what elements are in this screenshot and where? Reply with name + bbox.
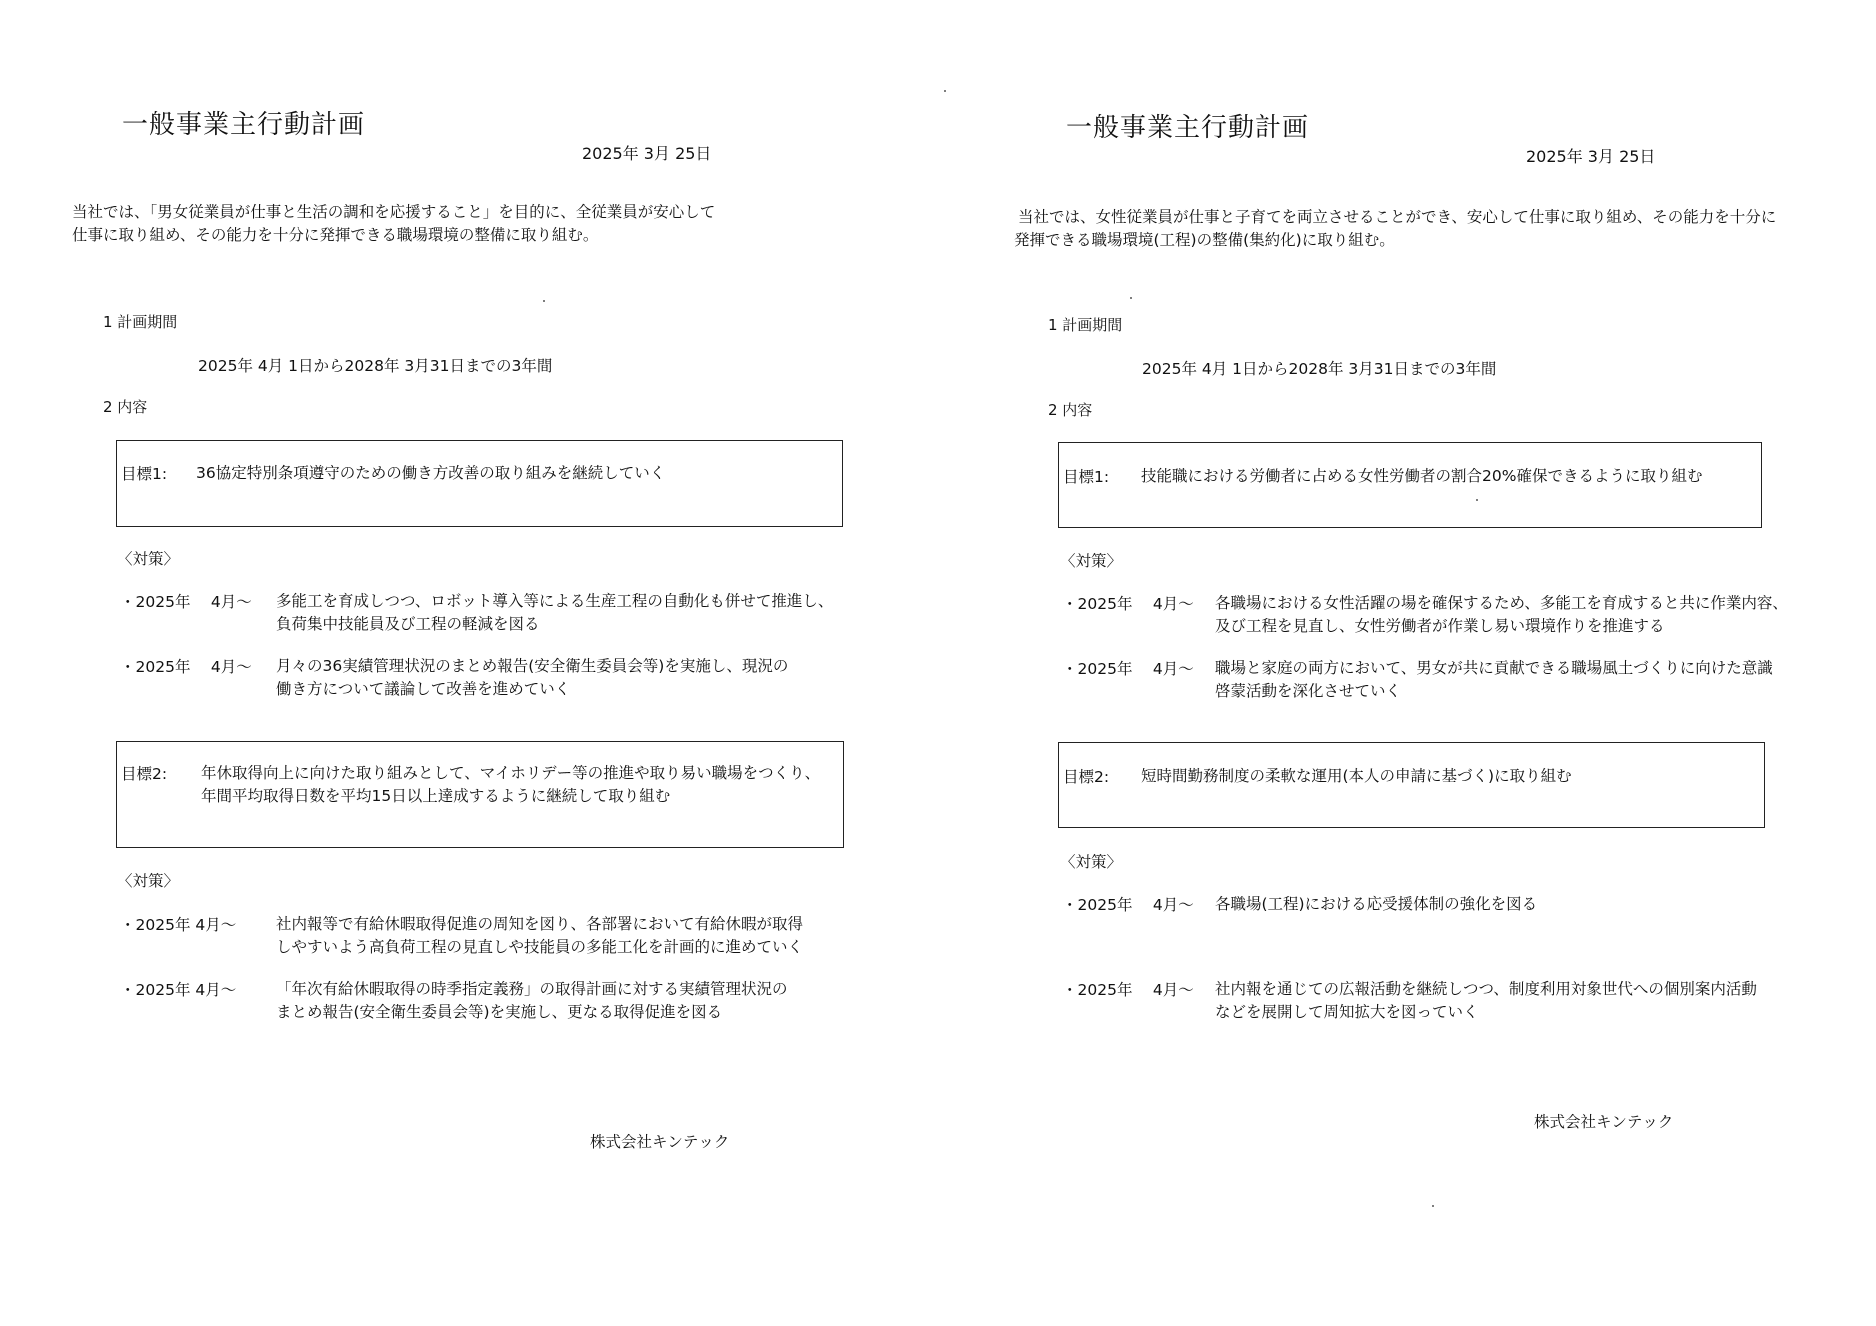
goal-1-label: 目標1:	[1063, 468, 1110, 486]
goal-1-text: 技能職における労働者に占める女性労働者の割合20%確保できるように取り組む	[1141, 467, 1703, 485]
section-plan-period: 1 計画期間	[103, 313, 178, 331]
intro-line-2: 発揮できる職場環境(工程)の整備(集約化)に取り組む。	[1014, 231, 1395, 249]
scan-speck	[1432, 1205, 1434, 1207]
measure-text-line: 社内報を通じての広報活動を継続しつつ、制度利用対象世代への個別案内活動	[1215, 980, 1757, 998]
measure-date: ・2025年 4月～	[1062, 595, 1194, 613]
goal-1-box	[116, 440, 843, 527]
measure-text-line: 負荷集中技能員及び工程の軽減を図る	[276, 615, 540, 633]
measure-text-line: 働き方について議論して改善を進めていく	[276, 680, 571, 698]
intro-line-2: 仕事に取り組め、その能力を十分に発揮できる職場環境の整備に取り組む。	[72, 226, 599, 244]
goal-1-label: 目標1:	[121, 465, 168, 483]
scan-speck	[944, 90, 946, 92]
goal-2-box	[116, 741, 844, 848]
plan-period: 2025年 4月 1日から2028年 3月31日までの3年間	[198, 357, 553, 375]
goal-2-text-line: 年間平均取得日数を平均15日以上達成するように継続して取り組む	[201, 787, 671, 805]
measure-date: ・2025年 4月～	[120, 658, 252, 676]
plan-date: 2025年 3月 25日	[582, 144, 712, 163]
document-page-right	[938, 0, 1876, 1326]
measure-date: ・2025年 4月～	[1062, 896, 1194, 914]
measures-heading-1: 〈対策〉	[1060, 552, 1123, 570]
measure-text-line: 啓蒙活動を深化させていく	[1215, 682, 1402, 700]
section-plan-period: 1 計画期間	[1048, 316, 1123, 334]
section-content: 2 内容	[103, 398, 148, 416]
measure-date: ・2025年 4月～	[120, 593, 252, 611]
section-content: 2 内容	[1048, 401, 1093, 419]
plan-period: 2025年 4月 1日から2028年 3月31日までの3年間	[1142, 360, 1497, 378]
page-title: 一般事業主行動計画	[122, 110, 366, 140]
measure-text-line: 各職場における女性活躍の場を確保するため、多能工を育成すると共に作業内容、	[1215, 594, 1788, 612]
goal-2-label: 目標2:	[1063, 768, 1110, 786]
measure-date: ・2025年 4月～	[1062, 660, 1194, 678]
plan-date: 2025年 3月 25日	[1526, 147, 1656, 166]
measure-text-line: 社内報等で有給休暇取得促進の周知を図り、各部署において有給休暇が取得	[276, 915, 804, 933]
measure-date: ・2025年 4月～	[120, 981, 237, 999]
page-title: 一般事業主行動計画	[1066, 113, 1310, 143]
company-name: 株式会社キンテック	[590, 1133, 730, 1151]
measure-text-line: 「年次有給休暇取得の時季指定義務」の取得計画に対する実績管理状況の	[276, 980, 788, 998]
measure-text-line: しやすいよう高負荷工程の見直しや技能員の多能工化を計画的に進めていく	[276, 938, 804, 956]
measure-text-line: などを展開して周知拡大を図っていく	[1215, 1003, 1479, 1021]
intro-line-1: 当社では、女性従業員が仕事と子育てを両立させることができ、安心して仕事に取り組め、その能力を十分に	[1018, 208, 1777, 226]
measure-text-line: 職場と家庭の両方において、男女が共に貢献できる職場風土づくりに向けた意識	[1215, 659, 1773, 677]
measures-heading-2: 〈対策〉	[117, 872, 180, 890]
goal-2-text: 短時間勤務制度の柔軟な運用(本人の申請に基づく)に取り組む	[1141, 767, 1572, 785]
scan-speck	[1476, 499, 1478, 501]
measure-date: ・2025年 4月～	[120, 916, 237, 934]
measures-heading-2: 〈対策〉	[1060, 853, 1123, 871]
scan-speck	[1130, 297, 1132, 299]
scan-speck	[543, 300, 545, 302]
goal-2-text-line: 年休取得向上に向けた取り組みとして、マイホリデー等の推進や取り易い職場をつくり、	[201, 764, 821, 782]
measure-text-line: まとめ報告(安全衛生委員会等)を実施し、更なる取得促進を図る	[276, 1003, 723, 1021]
measure-text-line: 月々の36実績管理状況のまとめ報告(安全衛生委員会等)を実施し、現況の	[276, 657, 789, 675]
intro-line-1: 当社では、「男女従業員が仕事と生活の調和を応援すること」を目的に、全従業員が安心して	[72, 203, 716, 221]
goal-2-label: 目標2:	[121, 765, 168, 783]
goal-2-box	[1058, 742, 1765, 828]
company-name: 株式会社キンテック	[1534, 1113, 1674, 1131]
measure-text-line: 各職場(工程)における応受援体制の強化を図る	[1215, 895, 1538, 913]
measure-date: ・2025年 4月～	[1062, 981, 1194, 999]
goal-1-box	[1058, 442, 1762, 528]
measure-text-line: 多能工を育成しつつ、ロボット導入等による生産工程の自動化も併せて推進し、	[276, 592, 834, 610]
measure-text-line: 及び工程を見直し、女性労働者が作業し易い環境作りを推進する	[1215, 617, 1665, 635]
goal-1-text: 36協定特別条項遵守のための働き方改善の取り組みを継続していく	[196, 464, 666, 482]
measures-heading-1: 〈対策〉	[117, 550, 180, 568]
